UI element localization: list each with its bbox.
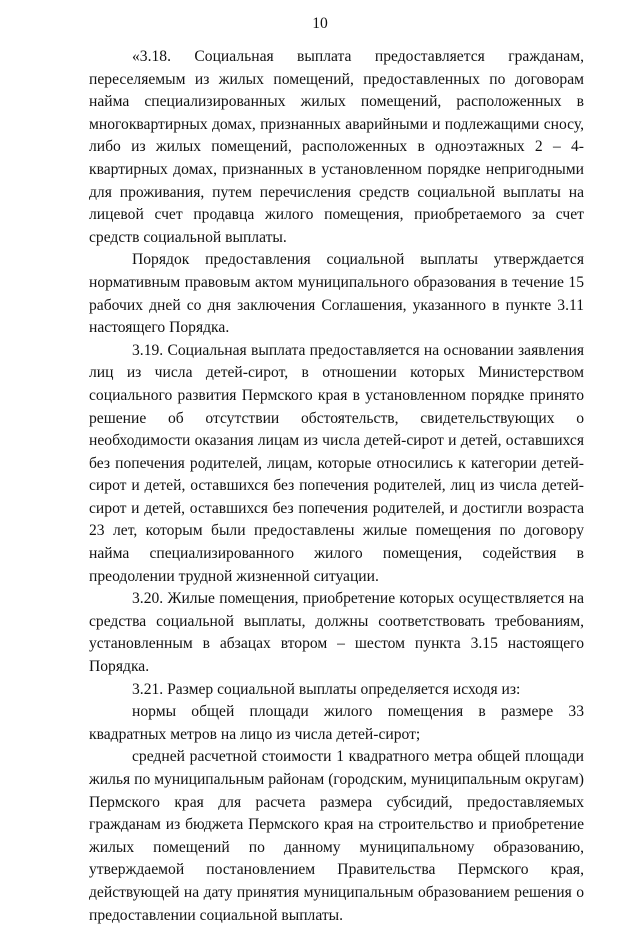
paragraph-3-21: 3.21. Размер социальной выплаты определяется исходя из: xyxy=(132,680,521,698)
document-body xyxy=(89,46,584,927)
paragraph-3-19: 3.19. Социальная выплата предоставляется на основании заявления лиц из числа детей-сирот, в отношении которых Министерством социального развития Пермского края в установленном порядке принято решение об отсутствии обстоятельств, свидетельствующих о необходимости оказания лицам из числа детей-сирот и детей, оставшихся без попечения родителей, лицам, которые относились к категории детей-сирот и детей, оставшихся без попечения родителей, лиц из числа детей-сирот и детей, оставшихся без попечения родителей, и достигли возраста 23 лет, которым были предоставлены жилые помещения по договору найма специализированного жилого помещения, содействия в преодолении трудной жизненной ситуации. xyxy=(89,341,584,585)
page-number: 10 xyxy=(312,15,328,32)
paragraph-3-20: 3.20. Жилые помещения, приобретение которых осуществляется на средства социальной выплаты, должны соответствовать требованиям, установленным в абзацах втором – шестом пункта 3.15 настоящего Порядка. xyxy=(89,590,584,676)
paragraph-3-18: «3.18. Социальная выплата предоставляется гражданам, переселяемым из жилых помещений, предоставленных по договорам найма специализированных жилых помещений, расположенных в многоквартирных домах, признанных аварийными и подлежащими сносу, либо из жилых помещений, расположенных в одноэтажных 2 – 4-квартирных домах, признанных в установленном порядке непригодными для проживания, путем перечисления средств социальной выплаты на лицевой счет продавца жилого помещения, приобретаемого за счет средств социальной выплаты. xyxy=(89,48,584,246)
paragraph-area-norm: нормы общей площади жилого помещения в размере 33 квадратных метров на лицо из числа детей-сирот; xyxy=(89,703,584,743)
paragraph-procedure: Порядок предоставления социальной выплаты утверждается нормативным правовым актом муниципального образования в течение 15 рабочих дней со дня заключения Соглашения, указанного в пункте 3.11 настоящего Порядка. xyxy=(89,251,584,337)
paragraph-average-cost: средней расчетной стоимости 1 квадратного метра общей площади жилья по муниципальным районам (городским, муниципальным округам) Пермского края для расчета размера субсидий, предоставляемых гражданам из бюджета Пермского края на строительство и приобретение жилых помещений по данному муниципальному образованию, утверждаемой постановлением Правительства Пермского края, действующей на дату принятия муниципальным образованием решения о предоставлении социальной выплаты. xyxy=(89,748,584,924)
